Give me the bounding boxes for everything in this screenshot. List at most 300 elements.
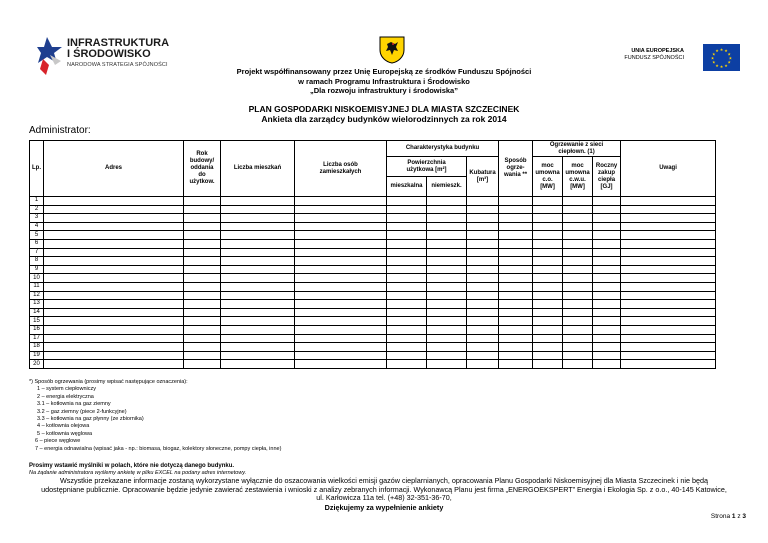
table-cell[interactable] <box>621 291 716 300</box>
table-cell[interactable] <box>621 343 716 352</box>
plan-title: PLAN GOSPODARKI NISKOEMISYJNEJ DLA MIASTA SZCZECINEK <box>248 104 520 114</box>
table-cell[interactable] <box>387 300 427 309</box>
table-cell[interactable] <box>621 197 716 206</box>
table-cell[interactable] <box>221 317 295 326</box>
table-cell[interactable] <box>295 265 387 274</box>
table-cell[interactable] <box>295 334 387 343</box>
table-cell[interactable] <box>467 351 499 360</box>
table-cell[interactable] <box>467 282 499 291</box>
table-cell[interactable] <box>295 325 387 334</box>
table-cell[interactable] <box>499 231 533 240</box>
table-cell[interactable] <box>593 197 621 206</box>
table-cell[interactable] <box>295 274 387 283</box>
table-cell[interactable] <box>295 300 387 309</box>
table-cell[interactable] <box>593 205 621 214</box>
table-cell[interactable] <box>387 222 427 231</box>
table-row <box>30 231 716 240</box>
table-cell[interactable] <box>44 239 184 248</box>
table-row <box>30 291 716 300</box>
table-cell[interactable] <box>533 231 563 240</box>
table-cell[interactable] <box>533 197 563 206</box>
col-mieszkalna: mieszkalna <box>387 177 427 197</box>
table-cell[interactable] <box>533 214 563 223</box>
table-cell[interactable] <box>467 308 499 317</box>
table-cell[interactable] <box>563 239 593 248</box>
table-row <box>30 308 716 317</box>
table-cell[interactable] <box>184 248 221 257</box>
row-number: 12 <box>30 291 44 300</box>
table-cell[interactable] <box>593 222 621 231</box>
table-cell[interactable] <box>221 360 295 369</box>
table-cell[interactable] <box>221 248 295 257</box>
table-cell[interactable] <box>221 334 295 343</box>
table-cell[interactable] <box>184 222 221 231</box>
table-cell[interactable] <box>533 239 563 248</box>
table-cell[interactable] <box>295 239 387 248</box>
table-cell[interactable] <box>387 274 427 283</box>
table-cell[interactable] <box>295 197 387 206</box>
project-line-1: Projekt współfinansowany przez Unię Europejską ze środków Funduszu Spójności <box>236 67 532 76</box>
col-ogrzewanie <box>533 141 621 157</box>
table-cell[interactable] <box>184 334 221 343</box>
table-cell[interactable] <box>621 317 716 326</box>
table-cell[interactable] <box>499 360 533 369</box>
roczny-line: [GJ] <box>600 183 613 190</box>
table-cell[interactable] <box>621 360 716 369</box>
table-cell[interactable] <box>533 274 563 283</box>
table-cell[interactable] <box>295 205 387 214</box>
table-cell[interactable] <box>44 300 184 309</box>
table-cell[interactable] <box>44 231 184 240</box>
table-cell[interactable] <box>44 325 184 334</box>
table-cell[interactable] <box>184 274 221 283</box>
table-cell[interactable] <box>593 239 621 248</box>
table-cell[interactable] <box>621 248 716 257</box>
table-cell[interactable] <box>387 343 427 352</box>
table-cell[interactable] <box>44 197 184 206</box>
table-cell[interactable] <box>221 325 295 334</box>
svg-text:★: ★ <box>728 55 733 61</box>
table-cell[interactable] <box>621 265 716 274</box>
table-cell[interactable] <box>533 257 563 266</box>
moc-cwu-line: umowna <box>565 169 590 176</box>
table-cell[interactable] <box>427 265 467 274</box>
table-cell[interactable] <box>499 248 533 257</box>
plan-heading <box>0 105 768 124</box>
note-item: 4 – kotłownia olejowa <box>37 423 90 430</box>
rok-line: Rok <box>196 151 208 157</box>
table-cell[interactable] <box>44 317 184 326</box>
table-cell[interactable] <box>387 325 427 334</box>
table-cell[interactable] <box>221 231 295 240</box>
table-cell[interactable] <box>467 197 499 206</box>
table-cell[interactable] <box>295 360 387 369</box>
table-cell[interactable] <box>387 231 427 240</box>
table-cell[interactable] <box>44 248 184 257</box>
roczny-line: Roczny <box>595 162 618 169</box>
svg-text:★: ★ <box>715 62 719 68</box>
table-row <box>30 197 716 206</box>
table-cell[interactable] <box>499 325 533 334</box>
table-cell[interactable] <box>593 325 621 334</box>
table-cell[interactable] <box>593 317 621 326</box>
table-cell[interactable] <box>221 308 295 317</box>
table-cell[interactable] <box>221 282 295 291</box>
table-cell[interactable] <box>44 222 184 231</box>
svg-text:★: ★ <box>719 64 724 69</box>
table-cell[interactable] <box>563 231 593 240</box>
table-cell[interactable] <box>427 257 467 266</box>
rok-line: użytkow. <box>189 179 215 185</box>
rok-line: budowy/ <box>189 158 215 164</box>
table-cell[interactable] <box>563 325 593 334</box>
table-cell[interactable] <box>621 300 716 309</box>
table-cell[interactable] <box>563 214 593 223</box>
table-cell[interactable] <box>533 282 563 291</box>
table-cell[interactable] <box>533 343 563 352</box>
table-cell[interactable] <box>593 274 621 283</box>
table-cell[interactable] <box>387 360 427 369</box>
table-cell[interactable] <box>563 205 593 214</box>
moc-co-line: umowna <box>535 169 560 176</box>
table-cell[interactable] <box>621 351 716 360</box>
table-cell[interactable] <box>533 325 563 334</box>
row-number: 4 <box>30 222 44 231</box>
table-cell[interactable] <box>427 325 467 334</box>
table-cell[interactable] <box>221 291 295 300</box>
table-cell[interactable] <box>533 360 563 369</box>
table-cell[interactable] <box>467 214 499 223</box>
table-cell[interactable] <box>499 239 533 248</box>
table-cell[interactable] <box>184 325 221 334</box>
table-cell[interactable] <box>563 265 593 274</box>
table-cell[interactable] <box>467 274 499 283</box>
dash-instruction: Prosimy wstawić myślniki w polach, które nie dotyczą danego budynku. <box>29 463 235 469</box>
page-sep: z <box>737 513 741 520</box>
row-number: 1 <box>30 197 44 206</box>
table-cell[interactable] <box>563 282 593 291</box>
eu-line1: UNIA EUROPEJSKA <box>631 48 684 54</box>
table-row <box>30 282 716 291</box>
table-cell[interactable] <box>499 265 533 274</box>
table-cell[interactable] <box>593 282 621 291</box>
table-cell[interactable] <box>533 351 563 360</box>
page-number <box>711 513 746 520</box>
table-cell[interactable] <box>499 343 533 352</box>
table-cell[interactable] <box>499 334 533 343</box>
table-cell[interactable] <box>184 317 221 326</box>
table-cell[interactable] <box>563 274 593 283</box>
ogrzewanie-line: ciepłown. (1) <box>558 148 595 155</box>
table-cell[interactable] <box>184 308 221 317</box>
row-number: 16 <box>30 325 44 334</box>
table-row <box>30 343 716 352</box>
table-cell[interactable] <box>427 239 467 248</box>
table-cell[interactable] <box>387 205 427 214</box>
table-cell[interactable] <box>221 214 295 223</box>
note-item: 5 – kotłownia węglowa <box>37 430 93 437</box>
table-cell[interactable] <box>621 334 716 343</box>
table-cell[interactable] <box>427 248 467 257</box>
table-cell[interactable] <box>563 343 593 352</box>
table-cell[interactable] <box>499 308 533 317</box>
table-cell[interactable] <box>563 317 593 326</box>
table-cell[interactable] <box>387 197 427 206</box>
table-cell[interactable] <box>295 222 387 231</box>
table-cell[interactable] <box>427 274 467 283</box>
table-cell[interactable] <box>44 265 184 274</box>
table-cell[interactable] <box>593 257 621 266</box>
table-cell[interactable] <box>533 317 563 326</box>
table-cell[interactable] <box>533 265 563 274</box>
table-cell[interactable] <box>593 334 621 343</box>
table-cell[interactable] <box>593 265 621 274</box>
table-cell[interactable] <box>387 317 427 326</box>
table-cell[interactable] <box>563 360 593 369</box>
table-cell[interactable] <box>295 317 387 326</box>
table-cell[interactable] <box>184 351 221 360</box>
col-charakterystyka: Charakterystyka budynku <box>387 141 499 157</box>
col-moc-co <box>533 157 563 197</box>
table-cell[interactable] <box>563 300 593 309</box>
table-cell[interactable] <box>467 231 499 240</box>
table-cell[interactable] <box>427 360 467 369</box>
table-cell[interactable] <box>184 205 221 214</box>
table-cell[interactable] <box>295 282 387 291</box>
table-row <box>30 205 716 214</box>
table-cell[interactable] <box>387 282 427 291</box>
table-cell[interactable] <box>499 257 533 266</box>
table-cell[interactable] <box>467 334 499 343</box>
table-cell[interactable] <box>427 308 467 317</box>
table-cell[interactable] <box>621 257 716 266</box>
table-cell[interactable] <box>467 265 499 274</box>
table-row <box>30 351 716 360</box>
col-lp: Lp. <box>30 141 44 197</box>
table-cell[interactable] <box>621 308 716 317</box>
table-cell[interactable] <box>295 231 387 240</box>
table-cell[interactable] <box>593 343 621 352</box>
note-item: 6 – piece węglowe <box>35 438 81 445</box>
table-cell[interactable] <box>427 231 467 240</box>
page-total: 3 <box>742 513 746 520</box>
table-cell[interactable] <box>295 308 387 317</box>
table-cell[interactable] <box>427 300 467 309</box>
col-powierzchnia <box>387 157 467 177</box>
table-cell[interactable] <box>427 222 467 231</box>
table-cell[interactable] <box>467 248 499 257</box>
table-cell[interactable] <box>467 239 499 248</box>
table-cell[interactable] <box>295 291 387 300</box>
table-cell[interactable] <box>533 205 563 214</box>
table-cell[interactable] <box>427 351 467 360</box>
table-cell[interactable] <box>467 360 499 369</box>
table-cell[interactable] <box>621 282 716 291</box>
table-cell[interactable] <box>533 300 563 309</box>
table-cell[interactable] <box>221 205 295 214</box>
table-cell[interactable] <box>499 291 533 300</box>
rok-line: oddania <box>190 165 214 171</box>
table-row <box>30 360 716 369</box>
table-cell[interactable] <box>387 351 427 360</box>
table-cell[interactable] <box>44 205 184 214</box>
table-row <box>30 334 716 343</box>
survey-table <box>29 140 716 369</box>
table-cell[interactable] <box>467 291 499 300</box>
table-cell[interactable] <box>44 334 184 343</box>
table-cell[interactable] <box>563 351 593 360</box>
table-cell[interactable] <box>593 248 621 257</box>
table-cell[interactable] <box>184 257 221 266</box>
table-cell[interactable] <box>427 282 467 291</box>
ogrzewanie-line: Ogrzewanie z sieci <box>549 141 604 148</box>
table-cell[interactable] <box>44 351 184 360</box>
table-cell[interactable] <box>44 360 184 369</box>
table-cell[interactable] <box>427 205 467 214</box>
table-cell[interactable] <box>221 343 295 352</box>
table-cell[interactable] <box>621 205 716 214</box>
table-cell[interactable] <box>533 291 563 300</box>
table-cell[interactable] <box>563 291 593 300</box>
table-cell[interactable] <box>295 343 387 352</box>
table-cell[interactable] <box>499 222 533 231</box>
table-cell[interactable] <box>44 257 184 266</box>
table-cell[interactable] <box>593 231 621 240</box>
moc-co-line: moc <box>541 162 554 169</box>
col-uwagi: Uwagi <box>621 141 716 197</box>
table-cell[interactable] <box>563 222 593 231</box>
table-cell[interactable] <box>427 197 467 206</box>
table-cell[interactable] <box>499 300 533 309</box>
table-cell[interactable] <box>499 274 533 283</box>
table-cell[interactable] <box>621 274 716 283</box>
table-cell[interactable] <box>593 308 621 317</box>
table-cell[interactable] <box>387 265 427 274</box>
kubatura-line: Kubatura <box>469 169 496 176</box>
table-cell[interactable] <box>563 334 593 343</box>
table-cell[interactable] <box>563 308 593 317</box>
table-cell[interactable] <box>295 214 387 223</box>
table-cell[interactable] <box>184 239 221 248</box>
table-cell[interactable] <box>387 239 427 248</box>
table-cell[interactable] <box>467 222 499 231</box>
table-cell[interactable] <box>499 214 533 223</box>
table-cell[interactable] <box>593 291 621 300</box>
table-cell[interactable] <box>295 351 387 360</box>
table-cell[interactable] <box>621 231 716 240</box>
table-cell[interactable] <box>593 214 621 223</box>
table-cell[interactable] <box>563 248 593 257</box>
table-cell[interactable] <box>221 197 295 206</box>
table-cell[interactable] <box>44 291 184 300</box>
table-cell[interactable] <box>533 248 563 257</box>
table-cell[interactable] <box>563 257 593 266</box>
table-cell[interactable] <box>221 239 295 248</box>
table-cell[interactable] <box>621 214 716 223</box>
table-cell[interactable] <box>387 214 427 223</box>
table-cell[interactable] <box>184 291 221 300</box>
table-cell[interactable] <box>621 222 716 231</box>
table-cell[interactable] <box>221 274 295 283</box>
table-cell[interactable] <box>44 308 184 317</box>
table-cell[interactable] <box>387 334 427 343</box>
table-cell[interactable] <box>387 248 427 257</box>
col-niemieszk: niemieszk. <box>427 177 467 197</box>
table-cell[interactable] <box>499 351 533 360</box>
powierzchnia-line: użytkowa [m²] <box>406 166 447 173</box>
table-cell[interactable] <box>499 205 533 214</box>
project-line-3: „Dla rozwoju infrastruktury i środowiska” <box>310 86 458 95</box>
table-cell[interactable] <box>427 291 467 300</box>
svg-text:★: ★ <box>715 48 719 54</box>
table-cell[interactable] <box>467 317 499 326</box>
table-cell[interactable] <box>184 282 221 291</box>
table-cell[interactable] <box>427 214 467 223</box>
table-cell[interactable] <box>621 325 716 334</box>
table-cell[interactable] <box>184 360 221 369</box>
table-cell[interactable] <box>387 291 427 300</box>
table-cell[interactable] <box>44 282 184 291</box>
table-cell[interactable] <box>563 197 593 206</box>
table-cell[interactable] <box>593 360 621 369</box>
table-cell[interactable] <box>467 325 499 334</box>
table-cell[interactable] <box>184 231 221 240</box>
table-cell[interactable] <box>184 214 221 223</box>
table-cell[interactable] <box>499 317 533 326</box>
table-cell[interactable] <box>44 274 184 283</box>
table-cell[interactable] <box>499 197 533 206</box>
table-row <box>30 265 716 274</box>
table-cell[interactable] <box>221 351 295 360</box>
table-cell[interactable] <box>533 334 563 343</box>
table-cell[interactable] <box>467 257 499 266</box>
table-cell[interactable] <box>387 308 427 317</box>
table-cell[interactable] <box>44 214 184 223</box>
table-cell[interactable] <box>427 334 467 343</box>
table-cell[interactable] <box>427 343 467 352</box>
table-cell[interactable] <box>593 300 621 309</box>
table-cell[interactable] <box>467 205 499 214</box>
table-cell[interactable] <box>387 257 427 266</box>
table-cell[interactable] <box>533 308 563 317</box>
table-cell[interactable] <box>221 265 295 274</box>
table-cell[interactable] <box>295 248 387 257</box>
col-roczny-zakup <box>593 157 621 197</box>
region-crest-icon <box>379 36 405 64</box>
table-cell[interactable] <box>593 351 621 360</box>
table-cell[interactable] <box>621 239 716 248</box>
osob-line: Liczba osób <box>323 161 358 168</box>
table-cell[interactable] <box>221 300 295 309</box>
table-cell[interactable] <box>533 222 563 231</box>
table-row <box>30 274 716 283</box>
table-cell[interactable] <box>184 265 221 274</box>
page-prefix: Strona <box>710 513 731 520</box>
table-cell[interactable] <box>221 222 295 231</box>
table-cell[interactable] <box>184 300 221 309</box>
table-cell[interactable] <box>184 343 221 352</box>
table-cell[interactable] <box>467 300 499 309</box>
administrator-label: Administrator: <box>29 125 91 136</box>
table-cell[interactable] <box>467 343 499 352</box>
table-cell[interactable] <box>184 197 221 206</box>
table-cell[interactable] <box>499 282 533 291</box>
table-cell[interactable] <box>427 317 467 326</box>
table-cell[interactable] <box>221 257 295 266</box>
roczny-line: ciepła <box>598 176 616 183</box>
table-cell[interactable] <box>44 343 184 352</box>
table-cell[interactable] <box>295 257 387 266</box>
